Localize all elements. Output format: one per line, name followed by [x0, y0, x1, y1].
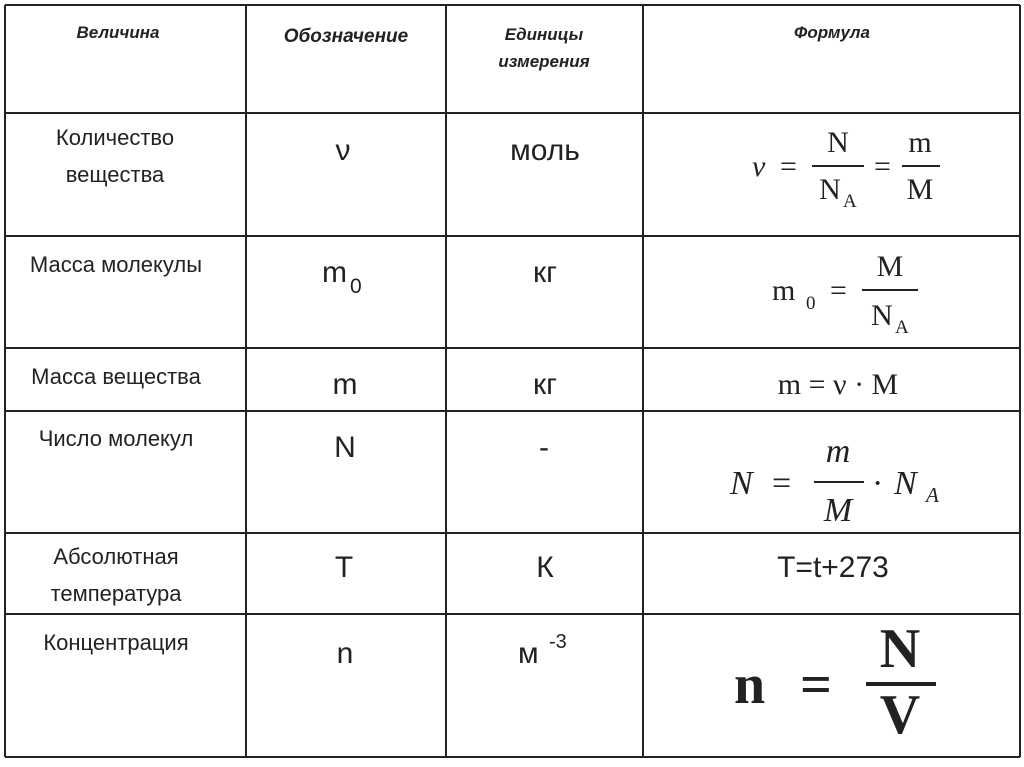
header-symbol: Обозначение: [283, 26, 409, 47]
row3-name: Масса вещества: [31, 364, 201, 389]
row1-unit: моль: [510, 134, 580, 167]
row4-formula-dot: ·: [872, 465, 884, 502]
row4-name: Число молекул: [38, 426, 194, 451]
header-units-line2: измерения: [498, 52, 590, 71]
row1-formula-num1: N: [827, 126, 849, 159]
row1-formula-eq2: =: [874, 150, 891, 183]
row2-unit: кг: [532, 256, 558, 289]
row3-unit: кг: [532, 368, 558, 401]
row1-name-line1: Количество: [55, 125, 175, 150]
row3-symbol: m: [332, 368, 358, 401]
row3-formula: m = ν · M: [777, 368, 899, 401]
row4-formula-eq: =: [772, 465, 792, 502]
row4-symbol: N: [334, 431, 356, 464]
row2-name: Масса молекулы: [29, 252, 203, 277]
row1-formula-den1: N: [819, 173, 841, 206]
header-units-line1: Единицы: [504, 25, 584, 44]
row4-formula: [729, 433, 939, 529]
row4-formula-rhs: N: [894, 465, 917, 502]
row1-formula-den1-sub: A: [843, 191, 857, 212]
row2-symbol-sub: 0: [350, 275, 362, 298]
row2-formula-eq: =: [830, 274, 847, 307]
table-row-concentration: [43, 618, 936, 746]
row4-formula-rhs-sub: A: [926, 483, 939, 507]
row2-symbol: m: [322, 256, 347, 289]
row5-name-line2: температура: [50, 581, 182, 606]
table-row-molecule-count: [39, 426, 939, 529]
row6-unit: м: [518, 637, 539, 670]
row1-formula-den2: M: [906, 173, 934, 206]
row6-symbol: n: [336, 637, 354, 670]
row1-formula-num2: m: [908, 126, 932, 159]
row1-formula-eq: =: [780, 150, 797, 183]
row2-formula: [772, 250, 918, 338]
row1-formula: [752, 126, 940, 212]
row4-formula-lhs: N: [730, 465, 753, 502]
row6-formula-eq: =: [800, 654, 832, 716]
header-formula: Формула: [794, 23, 870, 42]
row6-formula: [734, 618, 936, 746]
row4-formula-den: M: [823, 492, 853, 529]
row2-formula-num: M: [876, 250, 904, 283]
row2-formula-den-sub: A: [895, 317, 909, 338]
row5-symbol: T: [334, 551, 354, 584]
row6-formula-den: V: [879, 684, 921, 746]
row1-formula-lhs: ν: [752, 150, 766, 183]
row2-formula-den: N: [871, 299, 893, 332]
table-row-molecule-mass: [30, 250, 918, 338]
row6-formula-lhs: n: [734, 654, 766, 716]
row2-formula-lhs-sub: 0: [806, 293, 816, 314]
row6-name: Концентрация: [43, 630, 189, 655]
row1-symbol: ν: [335, 134, 351, 167]
header-row: [77, 23, 870, 71]
row6-unit-sup: -3: [549, 631, 567, 653]
row4-formula-num: m: [825, 433, 851, 470]
row6-formula-num: N: [879, 618, 921, 680]
row5-unit: К: [536, 551, 554, 584]
row4-unit: -: [539, 431, 549, 464]
table-row-substance-mass: [31, 364, 898, 401]
row1-name-line2: вещества: [65, 162, 165, 187]
table-row-amount: [56, 125, 940, 212]
row5-name-line1: Абсолютная: [53, 544, 179, 569]
header-quantity: Величина: [76, 23, 160, 42]
row2-formula-lhs: m: [772, 274, 796, 307]
row5-formula: T=t+273: [777, 551, 889, 584]
table-row-temperature: [51, 544, 889, 606]
